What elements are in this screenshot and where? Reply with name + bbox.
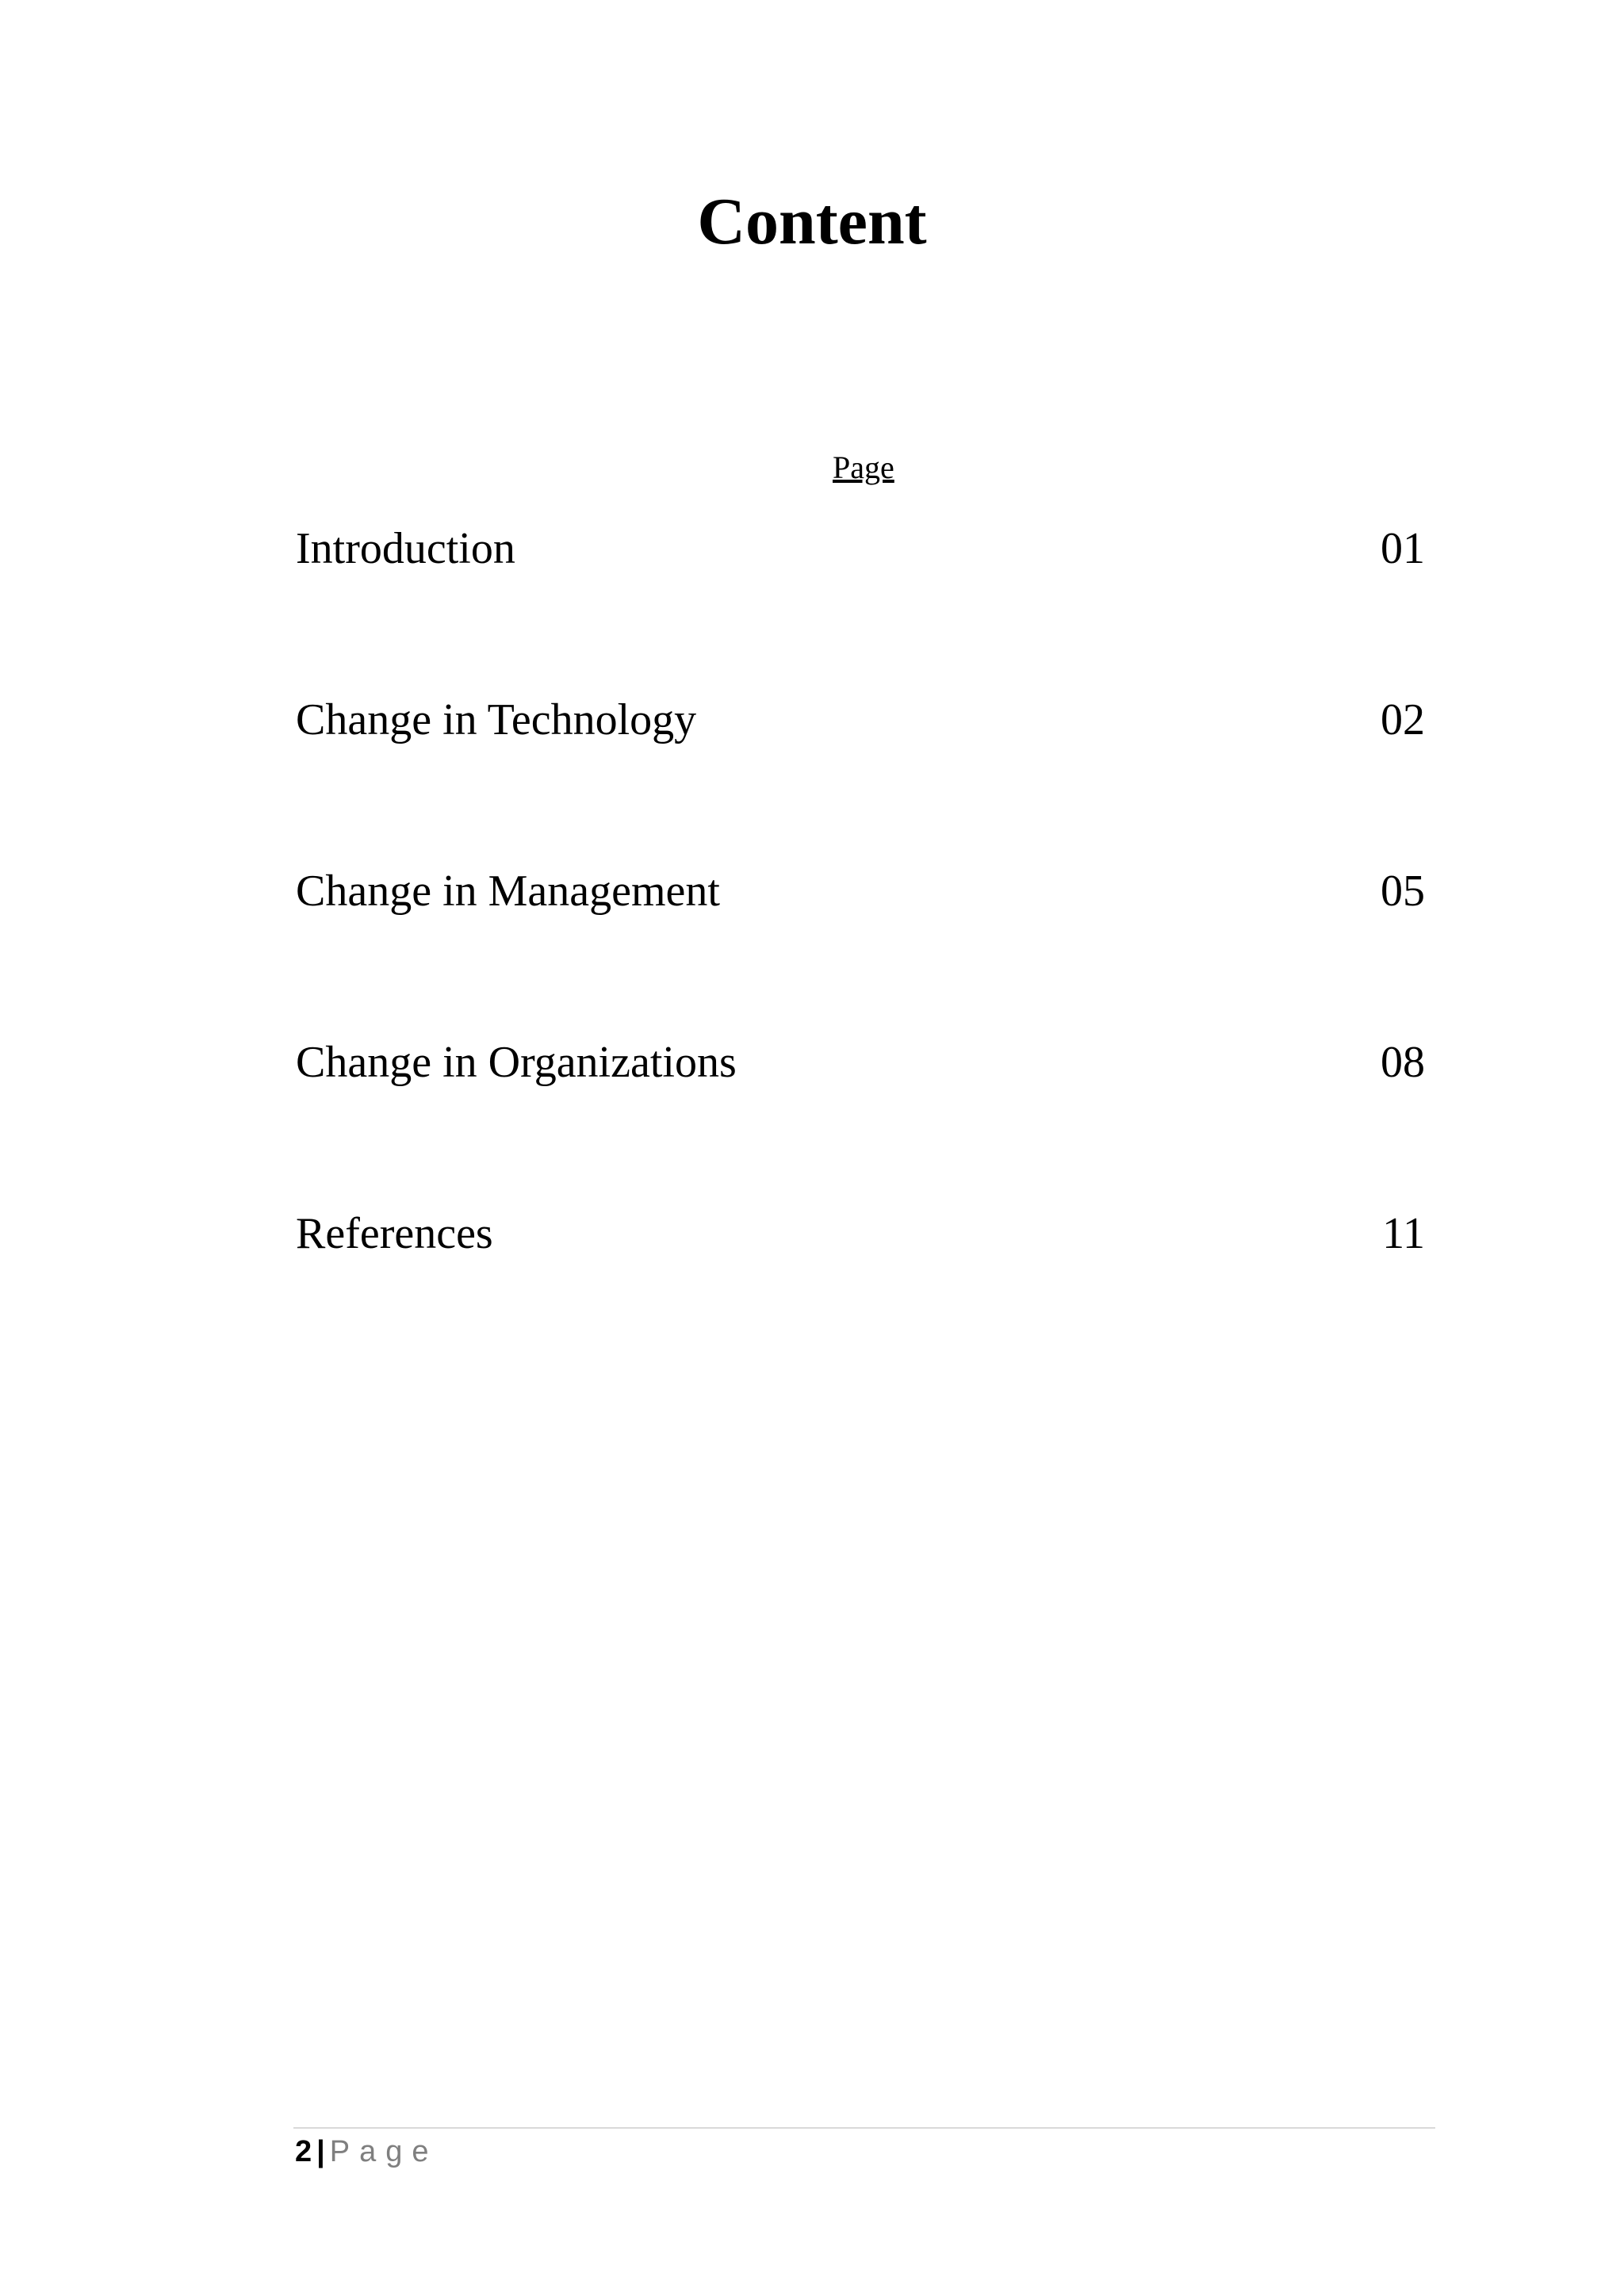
table-of-contents [296,520,1425,1376]
page-title [0,185,1624,258]
footer-page-number: 2 [295,2135,312,2168]
toc-entry-introduction [296,520,1425,691]
toc-entry-page-number: 02 [1381,695,1425,744]
footer-separator: | [316,2135,325,2168]
toc-entry-change-in-organizations [296,1034,1425,1205]
toc-entry-label: Change in Management [296,867,720,916]
toc-entry-references [296,1205,1425,1376]
toc-entry-change-in-management [296,863,1425,1034]
page-footer [295,2134,439,2171]
toc-entry-label: References [296,1209,493,1258]
toc-entry-label: Introduction [296,524,515,573]
toc-entry-label: Change in Organizations [296,1038,737,1087]
toc-entry-page-number: 01 [1381,524,1425,573]
toc-entry-page-number: 11 [1382,1209,1425,1258]
page-title-text: Content [697,185,927,258]
page-column-label: Page [833,450,894,485]
toc-entry-change-in-technology [296,691,1425,863]
footer-divider [293,2127,1435,2129]
toc-entry-page-number: 05 [1381,867,1425,916]
toc-entry-label: Change in Technology [296,695,697,744]
footer-page-word: Page [329,2135,439,2168]
toc-entry-page-number: 08 [1381,1038,1425,1087]
